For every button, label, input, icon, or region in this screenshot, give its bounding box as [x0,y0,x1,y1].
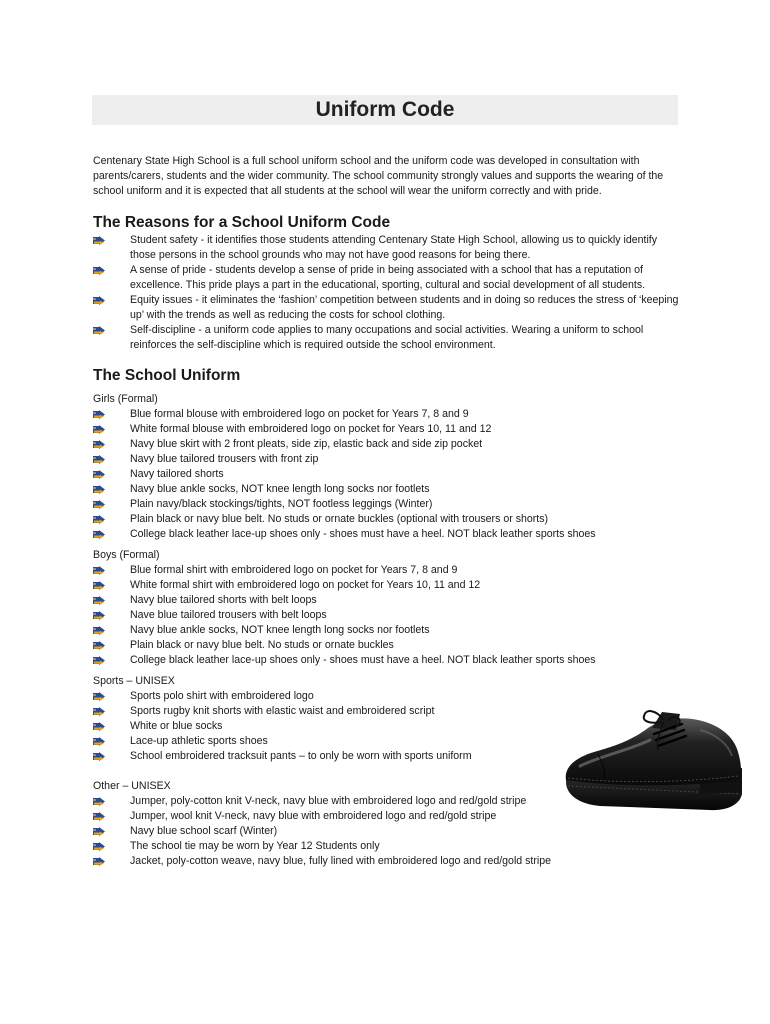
arrow-bullet-icon [93,857,105,866]
arrow-bullet-icon [93,581,105,590]
list-item: College black leather lace-up shoes only - shoes must have a heel. NOT black leather sports shoes [93,527,681,542]
boys-label: Boys (Formal) [93,548,160,561]
uniform-heading: The School Uniform [93,366,241,384]
girls-list [93,407,681,542]
list-item: School embroidered tracksuit pants – to only be worn with sports uniform [93,749,681,764]
arrow-bullet-icon [93,410,105,419]
arrow-bullet-icon [93,827,105,836]
list-item: Jacket, poly-cotton weave, navy blue, fully lined with embroidered logo and red/gold stripe [93,854,681,869]
list-item: Navy blue skirt with 2 front pleats, side zip, elastic back and side zip pocket [93,437,681,452]
reasons-list [93,233,681,353]
list-item: The school tie may be worn by Year 12 Students only [93,839,681,854]
list-item: A sense of pride - students develop a sense of pride in being associated with a school that has a reputation of excellence. This pride plays a part in the educational, sporting, cultural and social development of all students. [93,263,681,293]
arrow-bullet-icon [93,236,105,245]
list-item: College black leather lace-up shoes only - shoes must have a heel. NOT black leather sports shoes [93,653,681,668]
arrow-bullet-icon [93,626,105,635]
list-item: Navy blue ankle socks, NOT knee length long socks nor footlets [93,482,681,497]
arrow-bullet-icon [93,440,105,449]
list-item: Blue formal shirt with embroidered logo on pocket for Years 7, 8 and 9 [93,563,681,578]
arrow-bullet-icon [93,500,105,509]
arrow-bullet-icon [93,707,105,716]
arrow-bullet-icon [93,641,105,650]
black-leather-shoe-image [560,710,744,814]
list-item: Nave blue tailored trousers with belt loops [93,608,681,623]
arrow-bullet-icon [93,296,105,305]
arrow-bullet-icon [93,596,105,605]
list-item: Navy blue ankle socks, NOT knee length long socks nor footlets [93,623,681,638]
list-item: Navy blue school scarf (Winter) [93,824,681,839]
intro-paragraph: Centenary State High School is a full school uniform school and the uniform code was developed in consultation with parents/carers, students and the wider community. The school community strongly values and supports the wearing of the school uniform and it is expected that all students at the school will wear the uniform correctly and with pride. [93,155,664,198]
list-item: Sports rugby knit shorts with elastic waist and embroidered script [93,704,681,719]
arrow-bullet-icon [93,566,105,575]
reasons-heading: The Reasons for a School Uniform Code [93,213,391,231]
arrow-bullet-icon [93,515,105,524]
sports-label: Sports – UNISEX [93,674,175,687]
list-item: Plain black or navy blue belt. No studs or ornate buckles [93,638,681,653]
arrow-bullet-icon [93,326,105,335]
arrow-bullet-icon [93,722,105,731]
arrow-bullet-icon [93,425,105,434]
list-item: White formal blouse with embroidered logo on pocket for Years 10, 11 and 12 [93,422,681,437]
list-item: Navy tailored shorts [93,467,681,482]
arrow-bullet-icon [93,470,105,479]
arrow-bullet-icon [93,842,105,851]
list-item: Navy blue tailored trousers with front zip [93,452,681,467]
other-label: Other – UNISEX [93,779,171,792]
arrow-bullet-icon [93,485,105,494]
arrow-bullet-icon [93,797,105,806]
arrow-bullet-icon [93,455,105,464]
list-item: Jumper, wool knit V-neck, navy blue with embroidered logo and red/gold stripe [93,809,681,824]
arrow-bullet-icon [93,752,105,761]
list-item: Equity issues - it eliminates the ‘fashion’ competition between students and in doing so reduces the stress of ‘keeping up’ with the trends as well as reducing the costs for school clothing. [93,293,681,323]
list-item: Sports polo shirt with embroidered logo [93,689,681,704]
boys-list [93,563,681,668]
list-item: Blue formal blouse with embroidered logo on pocket for Years 7, 8 and 9 [93,407,681,422]
list-item: Self-discipline - a uniform code applies to many occupations and social activities. Wearing a uniform to school reinforces the self-discipline which is required outside the school environment. [93,323,681,353]
arrow-bullet-icon [93,737,105,746]
list-item: Plain black or navy blue belt. No studs or ornate buckles (optional with trousers or shorts) [93,512,681,527]
girls-label: Girls (Formal) [93,392,158,405]
title-bar [92,95,678,125]
list-item: Navy blue tailored shorts with belt loops [93,593,681,608]
arrow-bullet-icon [93,530,105,539]
arrow-bullet-icon [93,656,105,665]
arrow-bullet-icon [93,266,105,275]
list-item: Lace-up athletic sports shoes [93,734,681,749]
list-item: Plain navy/black stockings/tights, NOT footless leggings (Winter) [93,497,681,512]
arrow-bullet-icon [93,812,105,821]
list-item: White or blue socks [93,719,681,734]
list-item: Student safety - it identifies those students attending Centenary State High School, allowing us to quickly identify those persons in the school grounds who may not have good reasons for being there. [93,233,681,263]
list-item: Jumper, poly-cotton knit V-neck, navy blue with embroidered logo and red/gold stripe [93,794,681,809]
list-item: White formal shirt with embroidered logo on pocket for Years 10, 11 and 12 [93,578,681,593]
arrow-bullet-icon [93,611,105,620]
arrow-bullet-icon [93,692,105,701]
page-title: Uniform Code [315,98,455,121]
